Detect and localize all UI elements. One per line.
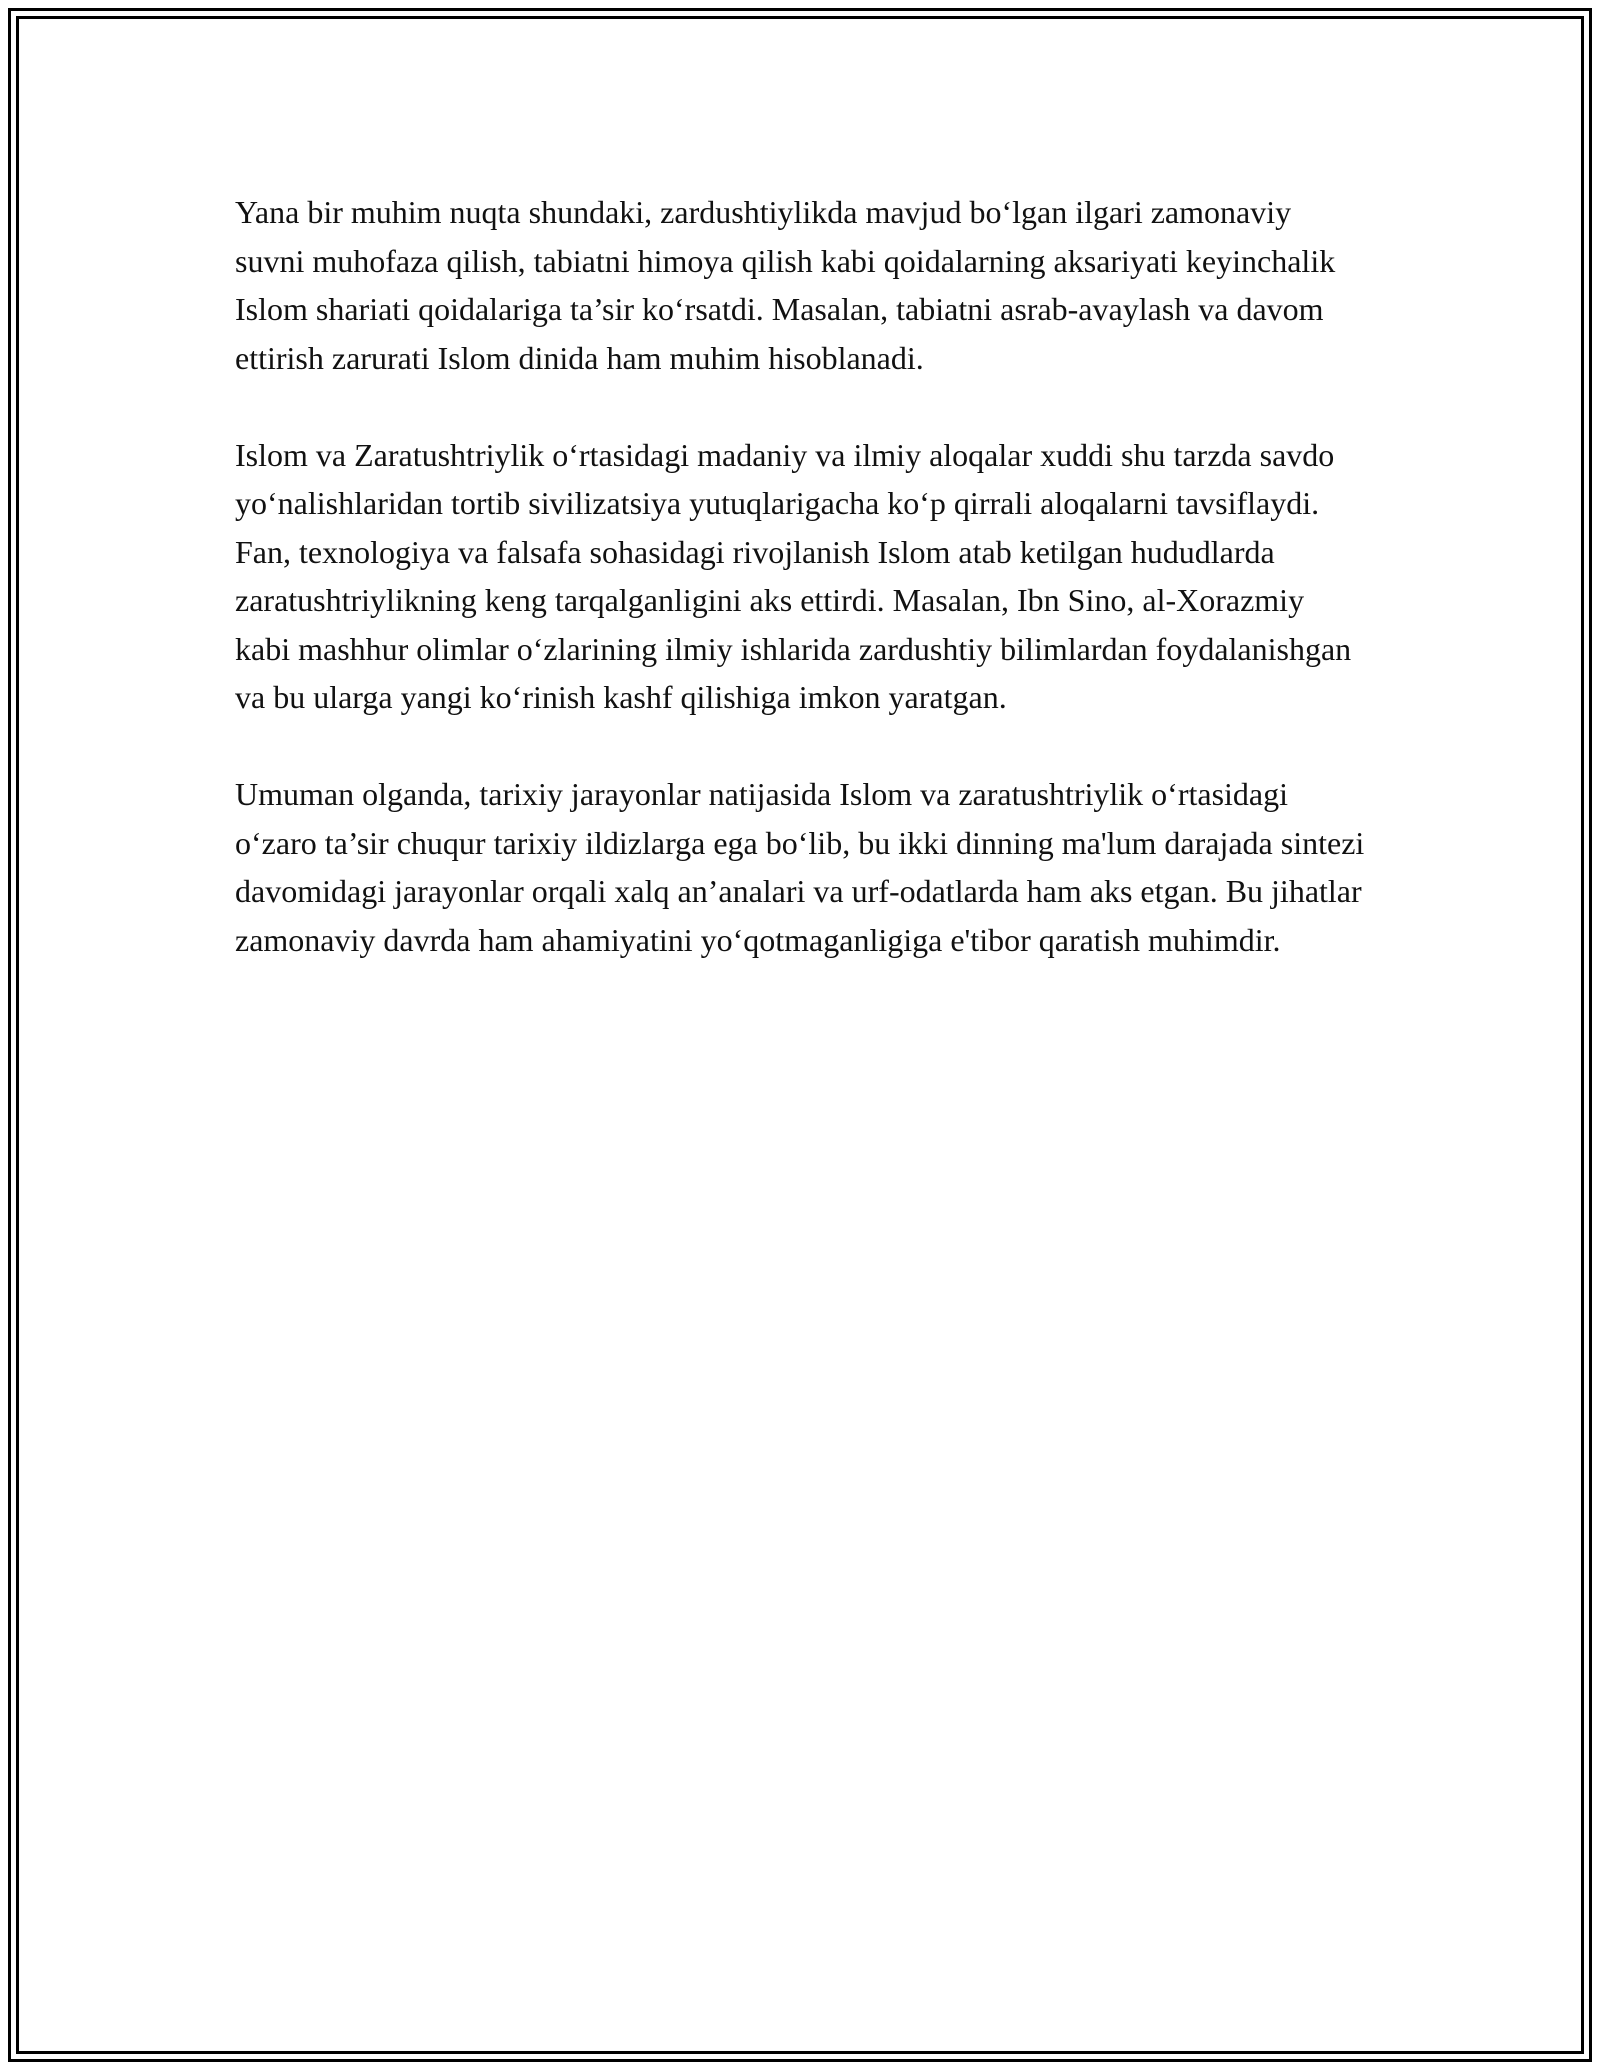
document-body <box>235 188 1365 1013</box>
paragraph-3: Umuman olganda, tarixiy jarayonlar natijasida Islom va zaratushtriylik o‘rtasidagi o‘zaro ta’sir chuqur tarixiy ildizlarga ega bo‘lib, bu ikki dinning ma'lum darajada sintezi davomidagi jarayonlar orqali xalq an’analari va urf-odatlarda ham aks etgan. Bu jihatlar zamonaviy davrda ham ahamiyatini yo‘qotmaganligiga e'tibor qaratish muhimdir. <box>235 776 1365 958</box>
paragraph-1: Yana bir muhim nuqta shundaki, zardushtiylikda mavjud bo‘lgan ilgari zamonaviy suvni muhofaza qilish, tabiatni himoya qilish kabi qoidalarning aksariyati keyinchalik Islom shariati qoidalariga ta’sir ko‘rsatdi. Masalan, tabiatni asrab-avaylash va davom ettirish zarurati Islom dinida ham muhim hisoblanadi. <box>235 194 1336 376</box>
paragraph-2: Islom va Zaratushtriylik o‘rtasidagi madaniy va ilmiy aloqalar xuddi shu tarzda savdo yo‘nalishlaridan tortib sivilizatsiya yutuqlarigacha ko‘p qirrali aloqalarni tavsiflaydi. Fan, texnologiya va falsafa sohasidagi rivojlanish Islom atab ketilgan hududlarda zaratushtriylikning keng tarqalganligini aks ettirdi. Masalan, Ibn Sino, al-Xorazmiy kabi mashhur olimlar o‘zlarining ilmiy ishlarida zardushtiy bilimlardan foydalanishgan va bu ularga yangi ko‘rinish kashf qilishiga imkon yaratgan. <box>235 436 1352 715</box>
